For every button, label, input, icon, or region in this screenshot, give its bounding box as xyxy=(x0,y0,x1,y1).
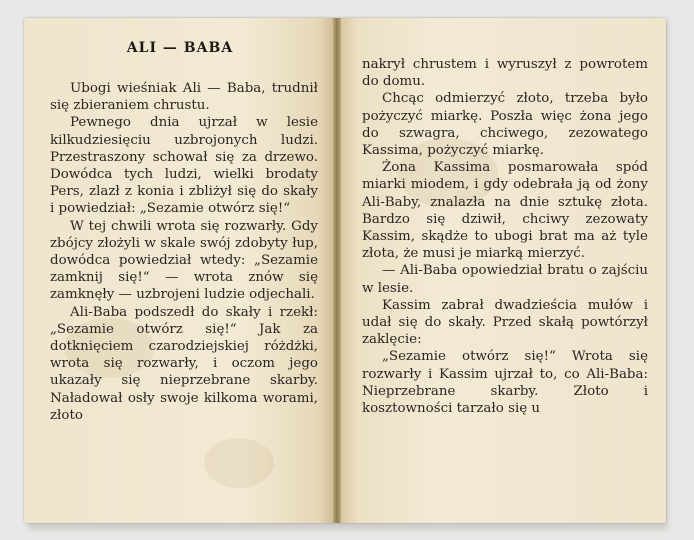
paragraph: Pewnego dnia ujrzał w lesie kilkudziesięciu uzbrojonych ludzi. Przestraszony schował się za drzewo. Dowódca tych ludzi, wielki brodaty Pers, zlazł z konia i zbliżył się do skały i powiedział: „Sezamie otwórz się!“ xyxy=(50,115,318,217)
right-page-text xyxy=(362,56,648,417)
paragraph: nakrył chrustem i wyruszył z powrotem do domu. xyxy=(362,57,648,90)
book-spine xyxy=(333,18,341,523)
paragraph: Kassim zabrał dwadzieścia mułów i udał się do skały. Przed skałą powtórzył zaklęcie: xyxy=(362,297,648,348)
left-page-text xyxy=(50,80,318,424)
paragraph: Ubogi wieśniak Ali — Baba, trudnił się zbieraniem chrustu. xyxy=(50,81,318,114)
right-page xyxy=(338,18,666,523)
left-page xyxy=(24,18,336,523)
paragraph: „Sezamie otwórz się!“ Wrota się rozwarły i Kassim ujrzał to, co Ali-Baba: Nieprzebrane skarby. Złoto i kosztowności tarzało się u xyxy=(362,349,648,417)
story-title: ALI — BABA xyxy=(126,40,234,56)
paragraph: Żona Kassima posmarowała spód miarki miodem, i gdy odebrała ją od żony Ali-Baby, znalazła na dnie sztukę złota. Bardzo się dziwił, chciwy zezowaty Kassim, skądże to ubogi brat ma aż tyle złota, że musi je miarką mierzyć. xyxy=(362,160,648,262)
paragraph: — Ali-Baba opowiedział bratu o zajściu w lesie. xyxy=(362,263,648,296)
paper-stain xyxy=(204,438,274,488)
paragraph: Ali-Baba podszedł do skały i rzekł: „Sezamie otwórz się!“ Jak za dotknięciem czarodziejskiej różdżki, wrota się rozwarły, i oczom jego ukazały się nieprzebrane skarby. Naładował osły swoje kilkoma worami, złoto xyxy=(50,304,318,423)
paragraph: W tej chwili wrota się rozwarły. Gdy zbójcy złożyli w skale swój zdobyty łup, dowódca powiedział wtedy: „Sezamie zamknij się!“ — wrota znów się zamknęły — uzbrojeni ludzie odjechali. xyxy=(50,218,318,303)
paragraph: Chcąc odmierzyć złoto, trzeba było pożyczyć miarkę. Poszła więc żona jego do szwagra, chciwego, zezowatego Kassima, pożyczyć miarkę. xyxy=(362,91,648,159)
